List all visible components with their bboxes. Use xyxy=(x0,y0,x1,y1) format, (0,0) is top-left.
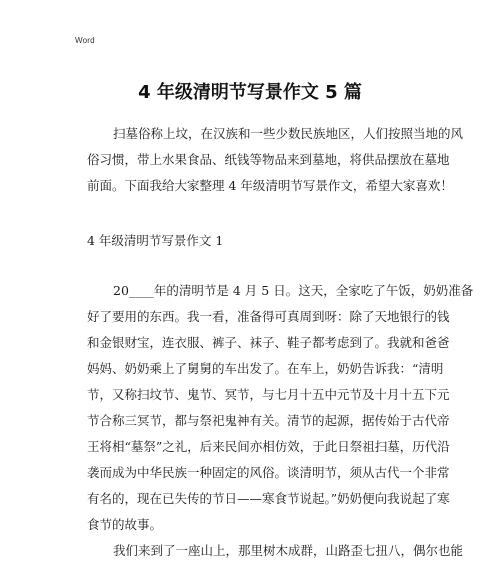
paragraph-line: 前面。下面我给大家整理 4 年级清明节写景作文，希望大家喜欢！ xyxy=(87,178,453,193)
paragraph-line: 王将相“墓祭”之礼，后来民间亦相仿效，于此日祭祖扫墓，历代沿 xyxy=(87,439,450,454)
section-heading: 4 年级清明节写景作文 1 xyxy=(87,233,224,248)
paragraph-line: 节合称三冥节，都与祭祀鬼神有关。清节的起源，据传始于古代帝 xyxy=(87,413,450,428)
paragraph-line: 20____年的清明节是 4 月 5 日。这天，全家吃了午饭，奶奶准备 xyxy=(113,283,474,298)
paragraph-line: 扫墓俗称上坟，在汉族和一些少数民族地区，人们按照当地的风 xyxy=(113,126,464,141)
paragraph-line: 我们来到了一座山上，那里树木成群，山路歪七扭八，偶尔也能 xyxy=(113,543,464,558)
paragraph-line: 节，又称扫坟节、鬼节、冥节，与七月十五中元节及十月十五下元 xyxy=(87,387,450,402)
paragraph-line: 袭而成为中华民族一种固定的风俗。谈清明节，须从古代一个非常 xyxy=(87,465,450,480)
intro-paragraph xyxy=(87,121,464,199)
body-paragraph xyxy=(87,538,464,564)
body-paragraph xyxy=(87,278,474,538)
document-title: 4 年级清明节写景作文 5 篇 xyxy=(138,82,362,103)
header-label: Word xyxy=(75,36,95,45)
paragraph-line: 有名的，现在已失传的节日——寒食节说起。”奶奶便向我说起了寒 xyxy=(87,491,450,506)
paragraph-line: 和金银财宝，连衣服、裤子、袜子、鞋子都考虑到了。我就和爸爸 xyxy=(87,335,450,350)
paragraph-line: 妈妈、奶奶乘上了舅舅的车出发了。在车上，奶奶告诉我：“清明 xyxy=(87,361,444,376)
paragraph-line: 俗习惯，带上水果食品、纸钱等物品来到墓地，将供品摆放在墓地 xyxy=(87,152,450,167)
paragraph-line: 好了要用的东西。我一看，准备得可真周到呀：除了天地银行的钱 xyxy=(87,309,450,324)
paragraph-line: 食节的故事。 xyxy=(87,517,163,532)
